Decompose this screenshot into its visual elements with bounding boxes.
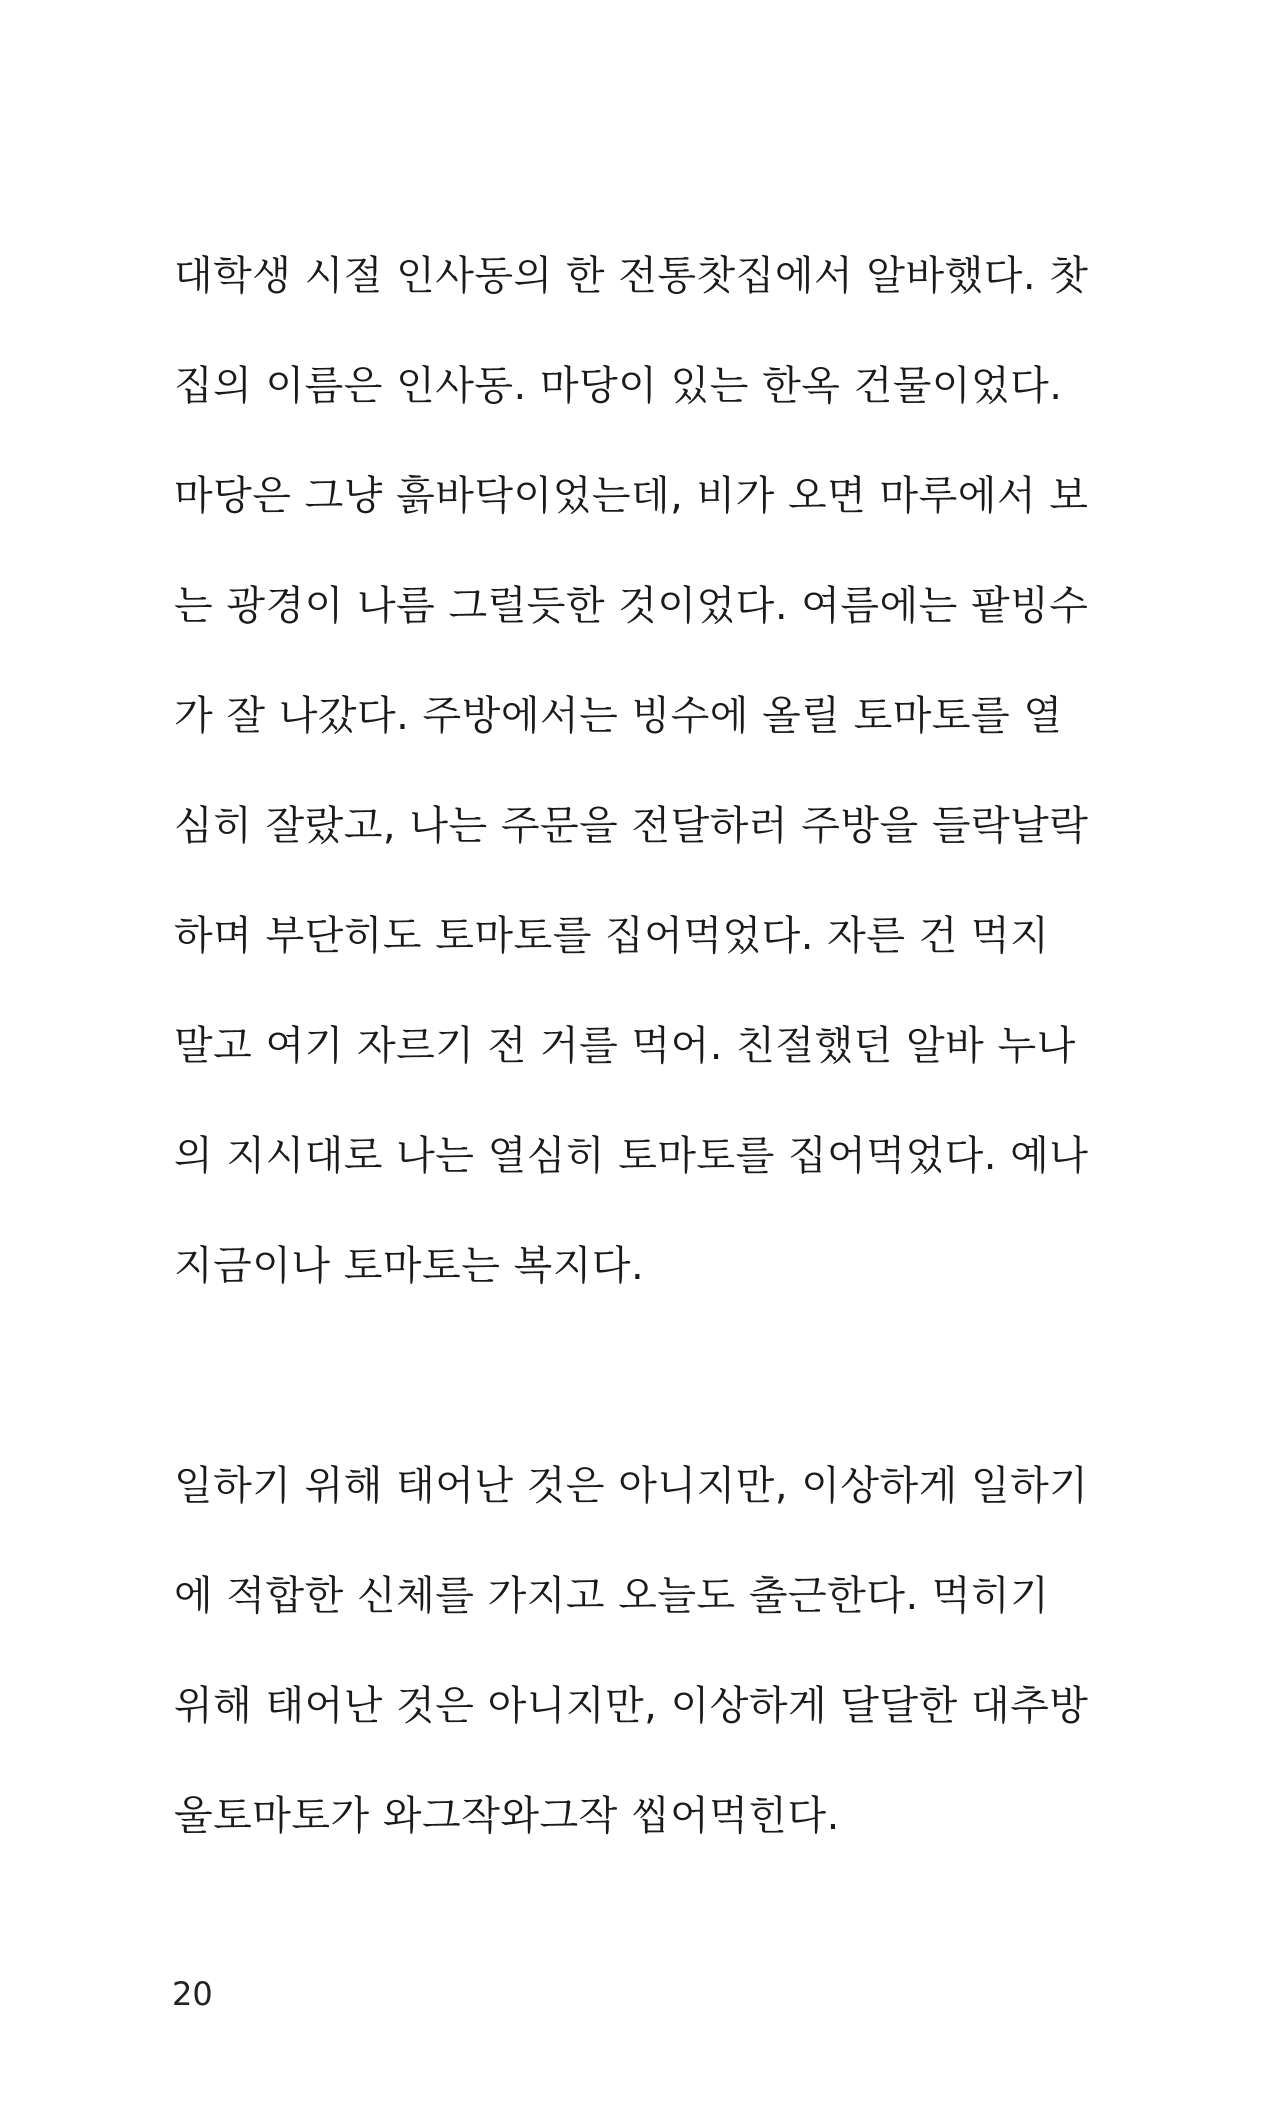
text-line: 대학생 시절 인사동의 한 전통찻집에서 알바했다. 찻 (174, 253, 1089, 299)
text-line: 는 광경이 나름 그럴듯한 것이었다. 여름에는 팥빙수 (174, 583, 1089, 629)
text-line: 일하기 위해 태어난 것은 아니지만, 이상하게 일하기 (174, 1463, 1089, 1509)
text-line: 위해 태어난 것은 아니지만, 이상하게 달달한 대추방 (174, 1683, 1089, 1729)
text-line: 집의 이름은 인사동. 마당이 있는 한옥 건물이었다. (174, 363, 1063, 409)
text-line: 하며 부단히도 토마토를 집어먹었다. 자른 건 먹지 (174, 913, 1050, 959)
text-line: 에 적합한 신체를 가지고 오늘도 출근한다. 먹히기 (174, 1573, 1050, 1619)
page-number: 20 (172, 1975, 213, 2013)
text-line: 마당은 그냥 흙바닥이었는데, 비가 오면 마루에서 보 (174, 473, 1089, 519)
paragraph-1 (174, 238, 1089, 1338)
text-line: 말고 여기 자르기 전 거를 먹어. 친절했던 알바 누나 (174, 1023, 1076, 1069)
text-line: 울토마토가 와그작와그작 씹어먹힌다. (174, 1793, 840, 1839)
paragraph-2 (174, 1448, 1089, 1888)
text-line: 지금이나 토마토는 복지다. (174, 1243, 645, 1289)
paragraph-spacer (174, 1338, 1074, 1448)
text-line: 가 잘 나갔다. 주방에서는 빙수에 올릴 토마토를 열 (174, 693, 1063, 739)
text-line: 의 지시대로 나는 열심히 토마토를 집어먹었다. 예나 (174, 1133, 1089, 1179)
body-text (174, 238, 1089, 1888)
text-line: 심히 잘랐고, 나는 주문을 전달하러 주방을 들락날락 (174, 803, 1089, 849)
